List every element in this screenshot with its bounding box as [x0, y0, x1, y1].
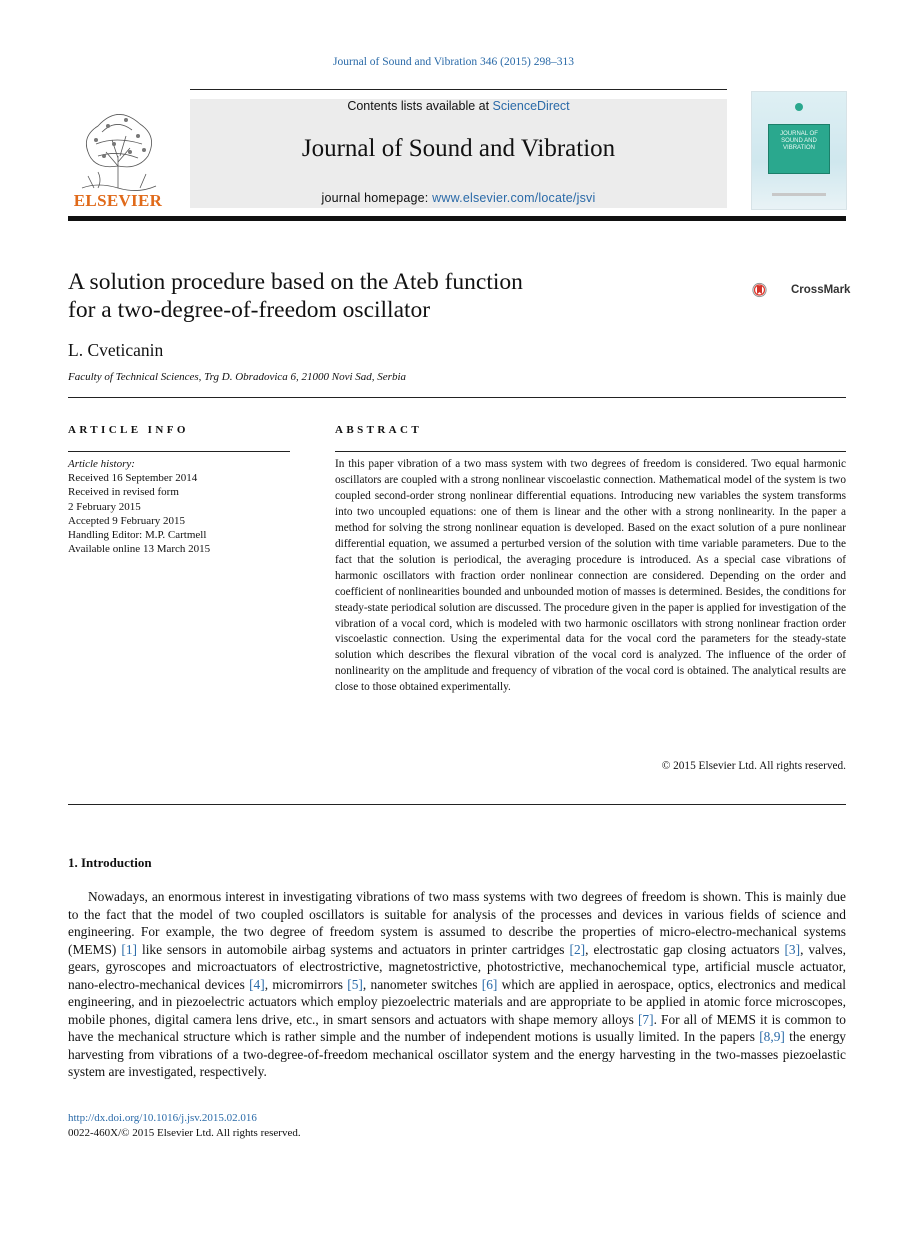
contents-line: [190, 99, 727, 113]
history-title: Article history:: [68, 458, 135, 470]
introduction-body: [68, 888, 846, 1081]
intro-text-segment: , valves, gears, gyroscopes and microactuators of electrostrictive, magnetostrictive, photostrictive, mechanochemical type, artificial muscle actuator, nano-electro-mechanical devices: [68, 941, 846, 992]
intro-text-segment: Nowadays, an enormous interest in investigating vibrations of two mass systems with two degrees of freedom is shown. This is mainly due to the fact that the model of two coupled oscillators is suitable for analysis of the processes and devices in various fields of science and engineering. For example, the two degree of freedom system is assumed to describe the properties of micro-electro-mechanical systems (MEMS): [68, 889, 846, 957]
history-item: Received 16 September 2014: [68, 472, 198, 485]
abstract-text: In this paper vibration of a two mass system with two degrees of freedom is considered. Two equal harmonic oscillators are coupled with a strong nonlinear viscoelastic connection. Mathematical model of the system is two coupled second-order strong nonlinear differential equations. Introducing new variables the system transforms into two uncoupled equations: one of them is linear and the other with a strong nonlinearity. In the paper a method for solving the strong nonlinear equation is developed. Based on the exact solution of a pure nonlinear differential equation, we assumed a perturbed version of the solution with time variable parameters. Due to the fact that the solution is periodical, the averaging procedure is introduced. As a special case vibrations of harmonic oscillators with fraction order nonlinear connection are considered. Depending on the order and coefficient of nonlinearities bounded and unbounded motion of masses is determined. Besides, the conditions for steady-state periodical solution are discussed. The procedure given in the paper is applied for investigation of the vibration of a vocal cord, which is modeled with two harmonic oscillators with strong nonlinear fraction order viscoelastic connection. Using the experimental data for the vocal cord the parameters for the steady-state solution which describes the flexural vibration of the vocal cord is analyzed. The influence of the order of nonlinearity on the amplitude and frequency of vibration of the vocal cord is obtained. The analytical results are close to those obtained experimentally.: [335, 458, 846, 694]
article-history: [68, 457, 298, 556]
abstract-copyright: © 2015 Elsevier Ltd. All rights reserved.: [661, 760, 846, 772]
crossmark-label[interactable]: CrossMark: [791, 284, 851, 296]
reference-link[interactable]: [3]: [784, 941, 801, 957]
cover-emblem-icon: [795, 103, 803, 111]
abstract-heading: ABSTRACT: [335, 424, 423, 436]
contents-prefix: Contents lists available at: [347, 99, 493, 113]
intro-text-segment: like sensors in automobile airbag systems and actuators in printer cartridges: [136, 941, 570, 957]
intro-text-segment: , electrostatic gap closing actuators: [585, 941, 785, 957]
article-info-rule: [68, 451, 290, 452]
article-title-line-2: for a two-degree-of-freedom oscillator: [68, 297, 431, 323]
author-affiliation: Faculty of Technical Sciences, Trg D. Obradovica 6, 21000 Novi Sad, Serbia: [68, 371, 407, 383]
sciencedirect-link[interactable]: ScienceDirect: [492, 99, 570, 113]
section-rule: [68, 397, 846, 398]
intro-text-segment: , micromirrors: [264, 976, 348, 992]
history-item: Handling Editor: M.P. Cartmell: [68, 529, 207, 542]
article-title: [68, 268, 668, 324]
reference-link[interactable]: [2]: [569, 941, 586, 957]
history-item: Available online 13 March 2015: [68, 543, 211, 556]
article-title-line-1: A solution procedure based on the Ateb function: [68, 269, 523, 295]
doi-link[interactable]: http://dx.doi.org/10.1016/j.jsv.2015.02.016: [68, 1112, 257, 1124]
homepage-prefix: journal homepage:: [321, 191, 433, 205]
journal-banner: [190, 99, 727, 208]
header-thick-rule: [68, 216, 846, 221]
cover-title: JOURNAL OF SOUND AND VIBRATION: [780, 131, 818, 151]
reference-link[interactable]: [4]: [249, 976, 265, 992]
introduction-heading: 1. Introduction: [68, 855, 152, 870]
journal-citation[interactable]: Journal of Sound and Vibration 346 (2015) 298–313: [333, 56, 574, 68]
intro-text-segment: . For all of MEMS it is common to have the mechanical structure which is rather simple and the number of independent motions is usually limited. In the papers: [68, 1011, 846, 1044]
intro-text-segment: the energy harvesting from vibrations of a two-degree-of-freedom mechanical oscillator system and the energy harvesting in the two-masses piezoelastic system are investigated, respectively.: [68, 1029, 846, 1079]
intro-text-segment: , nanometer switches: [362, 976, 482, 992]
crossmark-icon[interactable]: [752, 272, 792, 308]
intro-text-segment: which are applied in aerospace, optics, electronics and medical engineering, and in piezoelectric actuators which employ piezoelectric materials and are appropriate to be applied in atomic force microscopes, mobile phones, digital camera lens drive, etc., in smart sensors and actuators with shape memory alloys: [68, 976, 846, 1027]
author-name[interactable]: L. Cveticanin: [68, 340, 164, 360]
reference-link[interactable]: [8,9]: [759, 1029, 785, 1044]
reference-link[interactable]: [7]: [637, 1011, 654, 1027]
section-rule: [68, 804, 846, 805]
publisher-wordmark: ELSEVIER: [73, 191, 163, 210]
reference-link[interactable]: [1]: [121, 941, 137, 957]
article-info-heading: ARTICLE INFO: [68, 424, 189, 436]
history-item: Accepted 9 February 2015: [68, 514, 185, 527]
cover-footer-mark: [772, 193, 826, 196]
introduction-paragraph: [68, 888, 846, 1081]
reference-link[interactable]: [5]: [347, 976, 363, 992]
history-item: 2 February 2015: [68, 500, 141, 513]
homepage-line: [190, 191, 727, 205]
history-item: Received in revised form: [68, 486, 179, 499]
reference-link[interactable]: [6]: [481, 976, 498, 992]
abstract-rule: [335, 451, 846, 452]
journal-title: Journal of Sound and Vibration: [301, 135, 616, 162]
homepage-link[interactable]: www.elsevier.com/locate/jsvi: [432, 191, 596, 205]
cover-title-box: [768, 124, 830, 174]
journal-cover-thumbnail[interactable]: [751, 91, 847, 210]
header-rule: [190, 89, 727, 90]
issn-copyright: 0022-460X/© 2015 Elsevier Ltd. All rights reserved.: [68, 1127, 301, 1139]
